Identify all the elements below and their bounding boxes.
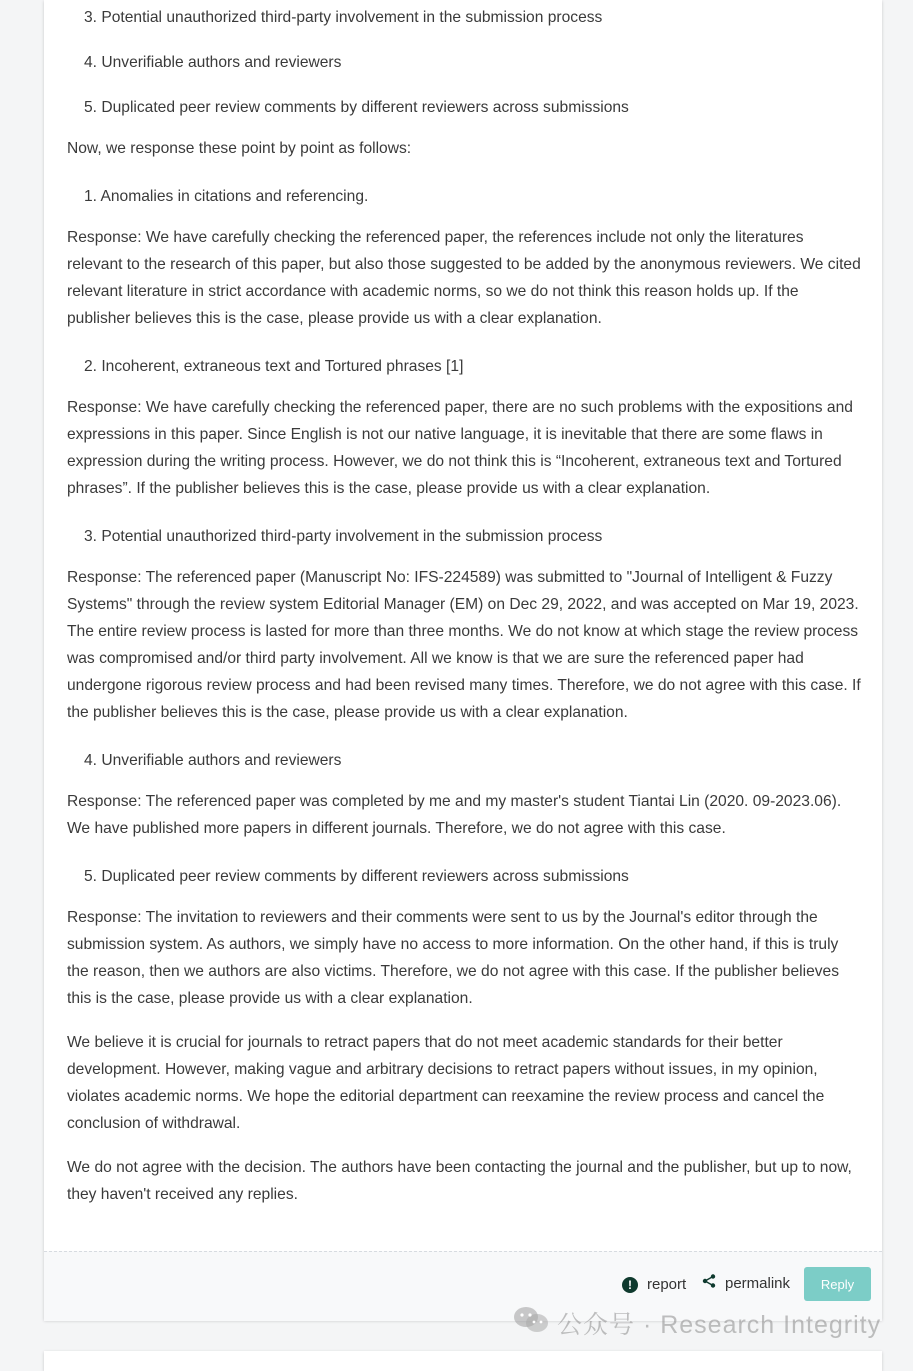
wechat-icon <box>513 1306 549 1341</box>
numbered-point: 1. Anomalies in citations and referencing. <box>84 188 369 205</box>
permalink-link[interactable] <box>702 1274 790 1292</box>
comment-paragraph: Response: We have carefully checking the referenced paper, there are no such problems with the expositions and expressions in this paper. Since English is not our native language, it is inevitable that there are some flaws in expression during the writing process. However, we do not think this is “Incoherent, extraneous text and Tortured phrases”. If the publisher believes this is the case, please provide us with a clear explanation. <box>67 399 853 497</box>
comment-card <box>44 0 882 1320</box>
report-label: report <box>647 1276 687 1293</box>
numbered-point: 4. Unverifiable authors and reviewers <box>84 54 342 71</box>
numbered-point: 3. Potential unauthorized third-party involvement in the submission process <box>84 9 603 26</box>
report-link[interactable] <box>622 1276 686 1293</box>
comment-paragraph: Response: We have carefully checking the referenced paper, the references include not only the literatures relevant to the research of this paper, but also those suggested to be added by the anonymous reviewers. We cited relevant literature in strict accordance with academic norms, so we do not think this reason holds up. If the publisher believes this is the case, please provide us with a clear explanation. <box>67 229 861 327</box>
comment-paragraph: Now, we response these point by point as follows: <box>67 140 412 157</box>
reply-button[interactable]: Reply <box>804 1267 871 1301</box>
comment-body <box>67 0 862 1225</box>
permalink-label: permalink <box>725 1274 791 1292</box>
numbered-point: 5. Duplicated peer review comments by different reviewers across submissions <box>84 868 629 885</box>
numbered-point: 3. Potential unauthorized third-party involvement in the submission process <box>84 528 603 545</box>
next-comment-card <box>44 1351 882 1371</box>
comment-paragraph: Response: The referenced paper was completed by me and my master's student Tiantai Lin (2020. 09-2023.06). We have published more papers in different journals. Therefore, we do not agree with this case. <box>67 793 842 837</box>
comment-paragraph: We do not agree with the decision. The authors have been contacting the journal and the publisher, but up to now, they haven't received any replies. <box>67 1159 852 1203</box>
comment-paragraph: We believe it is crucial for journals to retract papers that do not meet academic standards for their better development. However, making vague and arbitrary decisions to retract papers without issues, in my opinion, violates academic norms. We hope the editorial department can reexamine the review process and cancel the conclusion of withdrawal. <box>67 1034 825 1132</box>
watermark-text: 公众号 · Research Integrity <box>557 1311 882 1339</box>
share-icon <box>702 1274 716 1292</box>
watermark <box>513 1306 881 1340</box>
numbered-point: 4. Unverifiable authors and reviewers <box>84 752 342 769</box>
comment-paragraph: Response: The invitation to reviewers and their comments were sent to us by the Journal's editor through the submission system. As authors, we simply have no access to more information. On the other hand, if this is truly the reason, then we authors are also victims. Therefore, we do not agree with this case. If the publisher believes this is the case, please provide us with a clear explanation. <box>67 909 840 1007</box>
exclamation-circle-icon: ! <box>622 1277 638 1293</box>
comment-paragraph: Response: The referenced paper (Manuscript No: IFS-224589) was submitted to "Journal of Intelligent & Fuzzy Systems" through the review system Editorial Manager (EM) on Dec 29, 2022, and was accepted on Mar 19, 2023. The entire review process is lasted for more than three months. We do not know at which stage the review process was compromised and/or third party involvement. All we know is that we are sure the referenced paper had undergone rigorous review process and had been revised many times. Therefore, we do not agree with this case. If the publisher believes this is the case, please provide us with a clear explanation. <box>67 569 861 721</box>
numbered-point: 5. Duplicated peer review comments by different reviewers across submissions <box>84 99 629 116</box>
numbered-point: 2. Incoherent, extraneous text and Tortured phrases [1] <box>84 358 464 375</box>
